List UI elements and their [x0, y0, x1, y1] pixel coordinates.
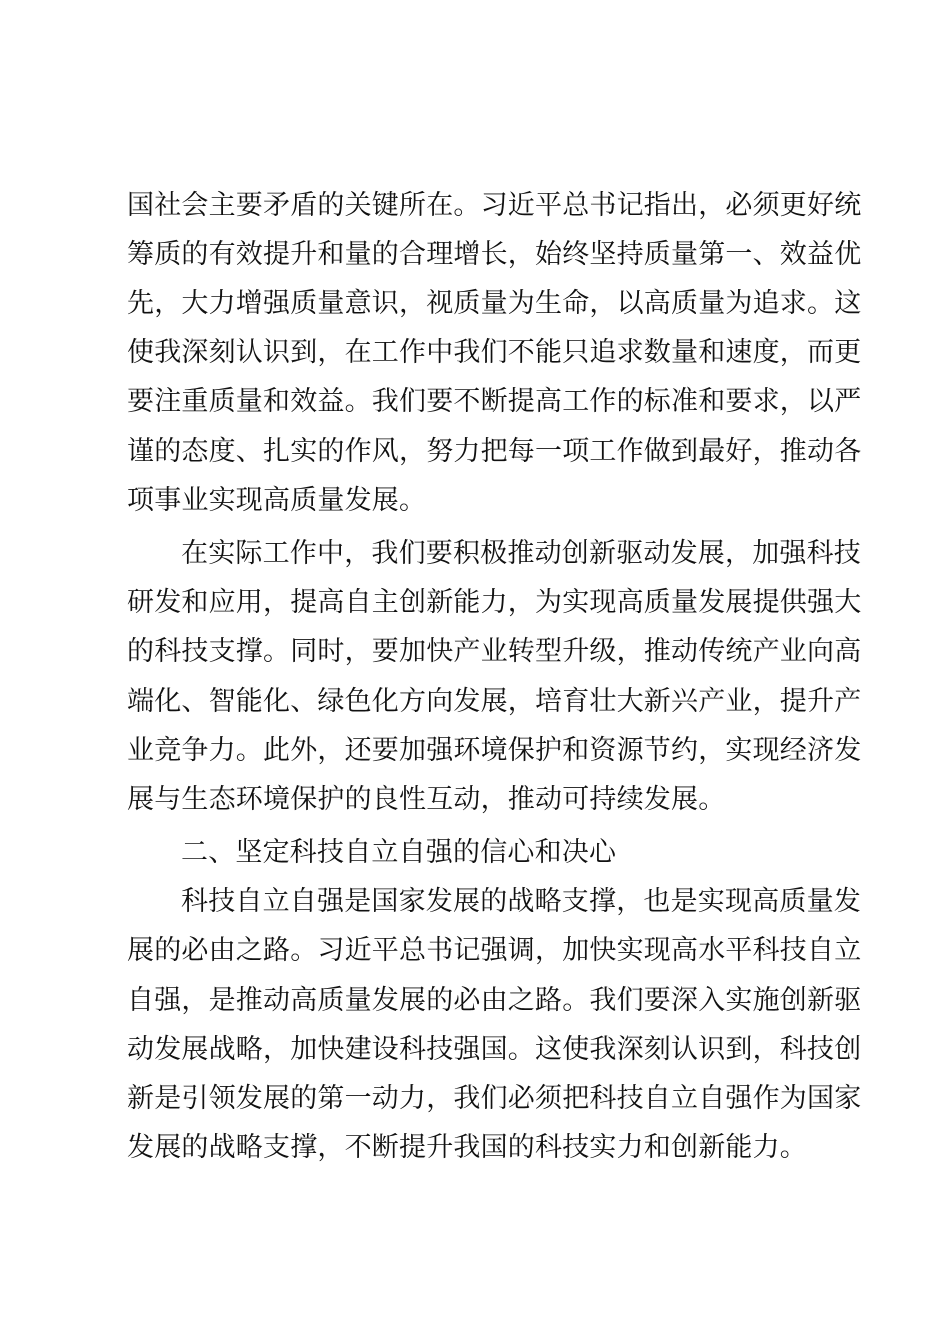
text-line: 项事业实现高质量发展。	[127, 485, 427, 516]
text-line: 新是引领发展的第一动力，我们必须把科技自立自强作为国家	[127, 1083, 862, 1114]
text-line: 谨的态度、扎实的作风，努力把每一项工作做到最好，推动各	[127, 436, 862, 467]
section-heading: 二、坚定科技自立自强的信心和决心	[181, 837, 617, 868]
text-line: 业竞争力。此外，还要加强环境保护和资源节约，实现经济发	[127, 735, 862, 766]
text-line: 科技自立自强是国家发展的战略支撑，也是实现高质量发	[181, 886, 861, 917]
text-line: 发展的战略支撑，不断提升我国的科技实力和创新能力。	[127, 1132, 807, 1163]
text-line: 展的必由之路。习近平总书记强调，加快实现高水平科技自立	[127, 935, 862, 966]
text-line: 的科技支撑。同时，要加快产业转型升级，推动传统产业向高	[127, 636, 862, 667]
text-line: 在实际工作中，我们要积极推动创新驱动发展，加强科技	[181, 538, 861, 569]
text-line: 端化、智能化、绿色化方向发展，培育壮大新兴产业，提升产	[127, 686, 862, 717]
text-line: 研发和应用，提高自主创新能力，为实现高质量发展提供强大	[127, 587, 862, 618]
text-line: 国社会主要矛盾的关键所在。习近平总书记指出，必须更好统	[127, 190, 862, 221]
text-line: 展与生态环境保护的良性互动，推动可持续发展。	[127, 784, 726, 815]
text-line: 先，大力增强质量意识，视质量为生命，以高质量为追求。这	[127, 288, 862, 319]
text-line: 动发展战略，加快建设科技强国。这使我深刻认识到，科技创	[127, 1034, 862, 1065]
text-line: 使我深刻认识到，在工作中我们不能只追求数量和速度，而更	[127, 337, 862, 368]
text-line: 要注重质量和效益。我们要不断提高工作的标准和要求，以严	[127, 386, 862, 417]
text-line: 自强，是推动高质量发展的必由之路。我们要深入实施创新驱	[127, 985, 862, 1016]
text-line: 筹质的有效提升和量的合理增长，始终坚持质量第一、效益优	[127, 239, 862, 270]
